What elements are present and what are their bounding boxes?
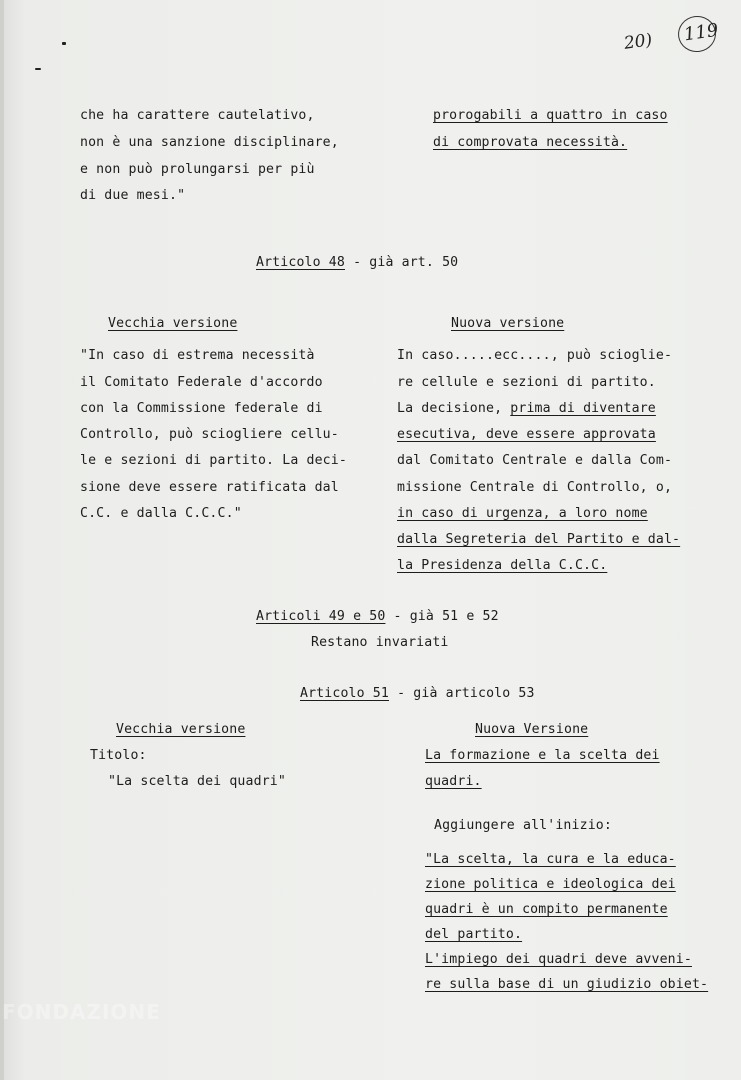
text-line: missione Centrale di Controllo, o, (397, 480, 673, 495)
titolo-label: Titolo: (90, 748, 147, 763)
ink-speck (35, 68, 41, 70)
text-line: C.C. e dalla C.C.C." (80, 506, 242, 521)
text-line-underlined: zione politica e ideologica dei (425, 877, 676, 892)
handwritten-folio-number: 119 (682, 19, 720, 46)
text-line: Controllo, può sciogliere cellu- (80, 427, 339, 442)
page-edge-shadow (0, 0, 4, 1080)
text-line: non è una sanzione disciplinare, (80, 135, 339, 150)
text-line: e non può prolungarsi per più (80, 162, 315, 177)
text-line-underlined: re sulla base di un giudizio obiet- (425, 977, 709, 992)
article-note: Restano invariati (311, 635, 449, 650)
text-line: che ha carattere cautelativo, (80, 108, 315, 123)
text-line-underlined: prorogabili a quattro in caso (433, 108, 668, 123)
add-label: Aggiungere all'inizio: (434, 818, 612, 833)
article-heading: Articolo 48 - già art. 50 (256, 255, 459, 270)
text-line-underlined: dalla Segreteria del Partito e dal- (397, 532, 681, 547)
text-line: La decisione, prima di diventare (397, 401, 656, 416)
text-line-underlined: "La scelta, la cura e la educa- (425, 852, 676, 867)
text-line-underlined: la Presidenza della C.C.C. (397, 558, 608, 573)
ink-speck (62, 42, 66, 45)
text-line-underlined: del partito. (425, 927, 523, 942)
text-line: In caso.....ecc...., può scioglie- (397, 348, 673, 363)
new-version-heading: Nuova Versione (475, 722, 589, 737)
archive-watermark: FONDAZIONE (2, 1000, 161, 1024)
text-line-underlined: quadri è un compito permanente (425, 902, 668, 917)
text-line: le e sezioni di partito. La deci- (80, 453, 347, 468)
new-title-line: quadri. (425, 774, 482, 789)
text-line: con la Commissione federale di (80, 401, 323, 416)
new-title-line: La formazione e la scelta dei (425, 748, 660, 763)
text-line: di due mesi." (80, 188, 186, 203)
new-version-heading: Nuova versione (451, 316, 565, 331)
text-line: sione deve essere ratificata dal (80, 480, 339, 495)
old-title: "La scelta dei quadri" (108, 774, 286, 789)
old-version-heading: Vecchia versione (116, 722, 246, 737)
old-version-heading: Vecchia versione (108, 316, 238, 331)
text-line-underlined: di comprovata necessità. (433, 135, 628, 150)
text-line: "In caso di estrema necessità (80, 348, 315, 363)
text-line: re cellule e sezioni di partito. (397, 375, 656, 390)
text-line: dal Comitato Centrale e dalla Com- (397, 453, 673, 468)
article-heading: Articoli 49 e 50 - già 51 e 52 (256, 609, 499, 624)
text-line-underlined: in caso di urgenza, a loro nome (397, 506, 648, 521)
article-heading: Articolo 51 - già articolo 53 (300, 686, 535, 701)
handwritten-page-number: 20) (622, 30, 654, 54)
text-line: il Comitato Federale d'accordo (80, 375, 323, 390)
text-line-underlined: esecutiva, deve essere approvata (397, 427, 656, 442)
text-line-underlined: L'impiego dei quadri deve avveni- (425, 952, 692, 967)
